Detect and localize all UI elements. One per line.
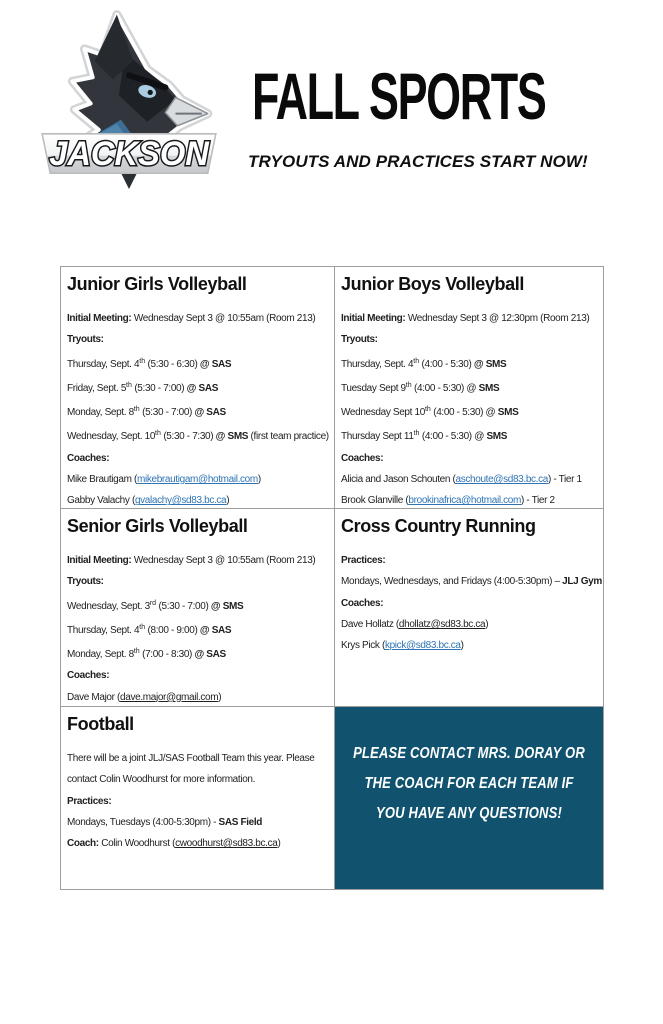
section-junior-girls-volleyball [61, 267, 335, 509]
text-line [67, 812, 330, 833]
text-line [341, 399, 599, 423]
text-line [341, 469, 599, 490]
section-body [341, 550, 602, 656]
email-link[interactable]: mikebrautigam@hotmail.com [136, 474, 258, 486]
text-segment: ) [218, 691, 222, 703]
text-segment: Tryouts: [67, 334, 104, 346]
text-segment: Mondays, Wednesdays, and Fridays (4:00-5:30pm) – [341, 576, 563, 588]
text-segment: Coaches: [341, 597, 384, 609]
section-body [67, 550, 330, 707]
email-link[interactable]: brookinafrica@hotmail.com [408, 495, 521, 507]
text-line [67, 641, 330, 665]
email-link[interactable]: gvalachy@sd83.bc.ca [134, 495, 227, 507]
text-line [341, 635, 599, 656]
text-segment: SMS [486, 431, 508, 443]
text-segment: (8:00 - 9:00) [145, 624, 200, 636]
text-segment: (4:00 - 5:30) @ [411, 382, 479, 394]
text-segment: Alicia and Jason Schouten ( [341, 474, 456, 486]
text-segment: Monday, Sept. 8 [67, 407, 134, 419]
text-segment: th [139, 357, 146, 365]
text-segment: Friday, Sept. 5 [67, 382, 127, 394]
text-segment: (5:30 - 6:30) [145, 358, 200, 370]
text-segment: Practices: [341, 555, 386, 566]
text-segment: Colin Woodhurst ( [98, 838, 176, 850]
text-line [67, 423, 330, 447]
text-segment: Coaches: [67, 452, 110, 464]
text-segment: th [413, 357, 420, 365]
text-segment: th [133, 648, 140, 656]
text-line [67, 375, 330, 399]
text-line [67, 448, 330, 469]
text-segment: (5:30 - 7:30) [160, 431, 216, 443]
text-line [67, 769, 330, 790]
text-segment: Dave Major ( [67, 691, 121, 703]
text-segment: @ SMS [473, 358, 507, 370]
text-line [67, 665, 330, 686]
text-segment: Brook Glanville ( [341, 495, 409, 507]
text-segment: SAS Field [218, 816, 263, 828]
logo-wordmark: JACKSON [49, 135, 210, 174]
text-line [67, 351, 330, 375]
text-segment: Coaches: [341, 452, 384, 464]
text-segment: Initial Meeting: [67, 313, 132, 324]
text-segment: @ SAS [186, 382, 219, 394]
text-segment: Wednesday Sept 3 @ 12:30pm (Room 213) [405, 313, 590, 324]
text-line [67, 329, 330, 350]
text-segment: ) [485, 618, 489, 630]
text-segment: SMS [478, 382, 500, 394]
email-link[interactable]: aschoute@sd83.bc.ca [455, 474, 548, 486]
text-segment: (4:00 - 5:30) [419, 358, 474, 370]
text-segment: @ SAS [199, 624, 232, 636]
text-segment: Dave Hollatz ( [341, 618, 399, 630]
blue-jay-mascot-icon [28, 8, 230, 196]
text-segment: th [155, 430, 161, 438]
text-line [67, 571, 330, 592]
section-football [61, 707, 335, 889]
text-line [67, 399, 330, 423]
text-segment: th [126, 381, 132, 389]
section-title: Football [67, 714, 134, 734]
section-cross-country-running [335, 509, 603, 707]
text-segment: @ SMS [210, 600, 244, 612]
text-segment: Tryouts: [341, 334, 378, 346]
text-segment: (4:00 - 5:30) @ [430, 407, 498, 419]
text-segment: Practices: [67, 795, 112, 807]
text-line [341, 448, 599, 469]
text-segment: th [424, 406, 431, 414]
text-segment: @ SAS [194, 649, 226, 661]
text-segment: Mondays, Tuesdays (4:00-5:30pm) - [67, 816, 219, 828]
text-line [341, 593, 599, 614]
section-title: Senior Girls Volleyball [67, 516, 248, 536]
text-segment: (5:30 - 7:00) [139, 407, 195, 419]
section-senior-girls-volleyball [61, 509, 335, 707]
text-segment: Gabby Valachy ( [67, 495, 135, 507]
text-line [67, 687, 330, 707]
text-segment: ) - Tier 2 [520, 495, 555, 507]
email-link[interactable]: kpick@sd83.bc.ca [384, 640, 461, 652]
text-line [67, 490, 330, 509]
section-title: Cross Country Running [341, 516, 536, 536]
text-line [341, 490, 599, 509]
section-junior-boys-volleyball [335, 267, 603, 509]
text-segment: Krys Pick ( [341, 640, 385, 652]
text-line [67, 748, 330, 769]
section-body [67, 308, 330, 509]
text-segment: ) [460, 640, 464, 652]
text-line [67, 791, 330, 812]
text-line [341, 351, 599, 375]
text-line [67, 617, 330, 641]
text-segment: rd [149, 599, 157, 607]
text-segment: ) - Tier 1 [547, 474, 582, 486]
text-line [341, 423, 599, 447]
text-line [341, 614, 599, 635]
text-line [67, 308, 330, 329]
text-segment: (first team practice) [248, 431, 329, 443]
section-body [67, 748, 330, 854]
notice-line: THE COACH FOR EACH TEAM IF [364, 775, 574, 792]
jackson-logo [28, 8, 230, 196]
text-line [341, 375, 599, 399]
section-title: Junior Girls Volleyball [67, 274, 247, 294]
text-segment: Monday, Sept. 8 [67, 649, 134, 661]
page-title: FALL SPORTS [252, 59, 546, 133]
text-segment: Wednesday Sept 3 @ 10:55am (Room 213) [131, 313, 316, 324]
text-segment: @ SMS [215, 431, 249, 443]
text-segment: (4:00 - 5:30) @ [419, 431, 487, 443]
email-link[interactable]: cwoodhurst@sd83.bc.ca [175, 838, 278, 850]
text-segment: th [413, 430, 420, 438]
text-segment: Wednesday Sept 3 @ 10:55am (Room 213) [131, 555, 316, 566]
text-segment: Wednesday, Sept. 3 [67, 600, 150, 612]
text-segment: (7:00 - 8:30) [139, 649, 195, 661]
text-segment: Thursday, Sept. 4 [67, 358, 140, 370]
text-segment: JLJ Gym [562, 576, 602, 588]
text-segment: Wednesday, Sept. 10 [67, 431, 156, 443]
text-segment: Thursday, Sept. 4 [67, 624, 140, 636]
page-subtitle: TRYOUTS AND PRACTICES START NOW! [248, 152, 588, 171]
text-segment: Initial Meeting: [341, 313, 406, 324]
text-segment: ) [257, 474, 261, 486]
text-line [341, 550, 599, 571]
text-line [341, 308, 599, 329]
text-segment: (5:30 - 7:00) [131, 382, 187, 394]
notice-line: PLEASE CONTACT MRS. DORAY OR [353, 745, 585, 762]
section-title: Junior Boys Volleyball [341, 274, 524, 294]
text-line [67, 469, 330, 490]
text-segment: ) [226, 495, 230, 507]
text-segment: Coach: [67, 838, 99, 850]
text-segment: Thursday, Sept. 4 [341, 358, 414, 370]
text-segment: There will be a joint JLJ/SAS Football Team this year. Please [67, 753, 315, 764]
text-line [341, 571, 602, 592]
text-segment: Mike Brautigam ( [67, 474, 137, 486]
text-segment: SMS [497, 407, 519, 419]
notice-text [353, 739, 585, 829]
text-segment: Tuesday Sept 9 [341, 382, 406, 394]
email-link[interactable]: dhollatz@sd83.bc.ca [398, 618, 486, 630]
text-line [67, 833, 330, 854]
text-line [67, 593, 330, 617]
text-segment: Thursday Sept 11 [341, 431, 414, 443]
text-segment: @ SAS [194, 407, 226, 419]
email-link[interactable]: dave.major@gmail.com [120, 691, 219, 703]
text-line [341, 329, 599, 350]
notice-line: YOU HAVE ANY QUESTIONS! [376, 805, 562, 822]
text-segment: th [133, 406, 140, 414]
text-segment: Wednesday Sept 10 [341, 407, 425, 419]
text-segment: ) [277, 838, 281, 850]
text-segment: Tryouts: [67, 576, 104, 588]
text-segment: @ SAS [199, 358, 232, 370]
text-line [67, 550, 330, 571]
text-segment: contact Colin Woodhurst for more information. [67, 774, 256, 786]
text-segment: (5:30 - 7:00) [156, 600, 211, 612]
text-segment: Coaches: [67, 670, 110, 682]
text-segment: Initial Meeting: [67, 555, 132, 566]
text-segment: th [139, 623, 146, 631]
contact-notice-box [335, 707, 603, 889]
sports-table [60, 266, 604, 890]
section-body [341, 308, 599, 509]
text-segment: th [405, 381, 412, 389]
